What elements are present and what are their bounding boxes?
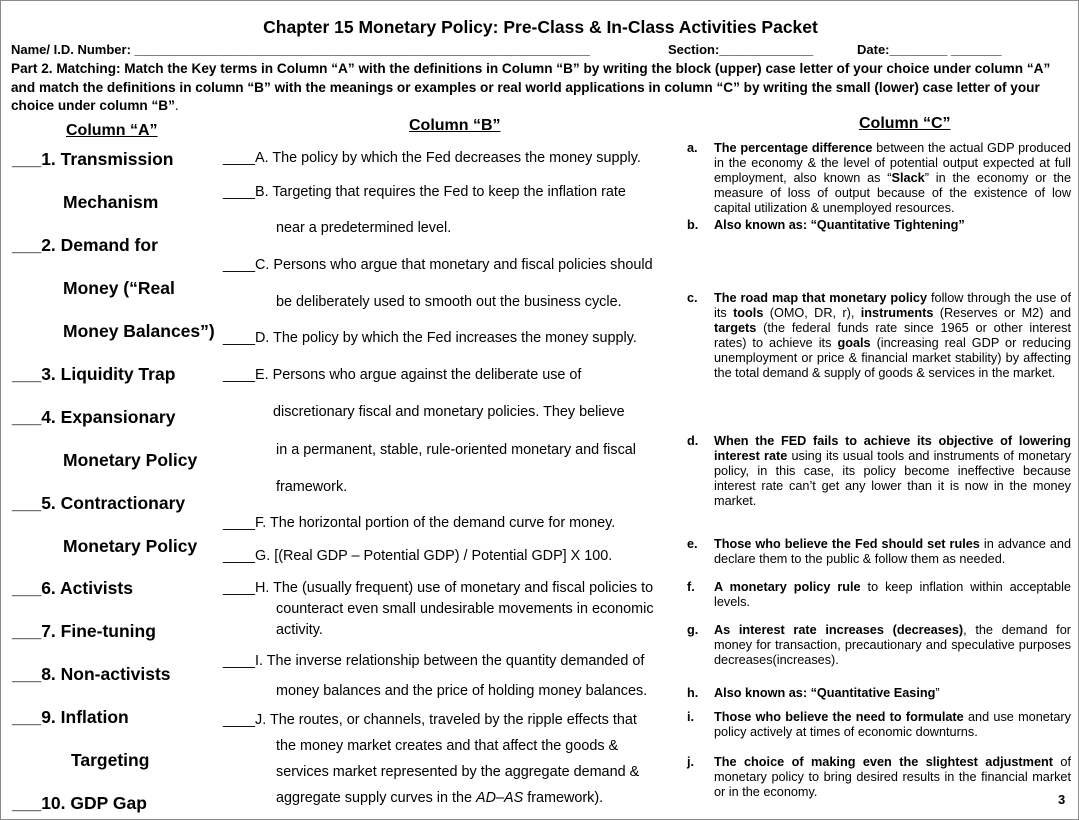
meaning-j[interactable] xyxy=(687,755,1071,800)
meaning-e-letter: e. xyxy=(687,537,698,551)
meaning-c-text-3: (Reserves or M2) and xyxy=(933,306,1071,320)
definition-j-cont-2: services market represented by the aggregate demand & xyxy=(276,764,640,780)
definition-h-cont-2: activity. xyxy=(276,622,323,638)
meaning-c-bold-2: tools xyxy=(733,306,764,320)
meaning-d-bold-1: When the FED fails to achieve its objective of lowering interest rate xyxy=(714,434,1071,463)
meaning-j-bold-1: The choice of making even the slightest adjustment xyxy=(714,755,1053,769)
meaning-h-letter: h. xyxy=(687,686,699,700)
meaning-a[interactable] xyxy=(687,141,1071,216)
meaning-b[interactable] xyxy=(687,218,1071,233)
meaning-a-bold-1: The percentage difference xyxy=(714,141,873,155)
meaning-f[interactable] xyxy=(687,580,1071,610)
meaning-c-bold-5: goals xyxy=(837,336,871,350)
definition-j-ad-as: AD–AS xyxy=(476,790,524,806)
meaning-h-bold-1: Also known as: “Quantitative Easing xyxy=(714,686,936,700)
meaning-f-text-1: to keep inflation within acceptable levels. xyxy=(714,580,1071,609)
definition-e-cont-2: in a permanent, stable, rule-oriented monetary and fiscal xyxy=(276,442,636,458)
definition-f[interactable]: ____F. The horizontal portion of the demand curve for money. xyxy=(223,515,616,531)
meaning-a-letter: a. xyxy=(687,141,698,155)
instructions xyxy=(11,60,1075,116)
column-c-header: Column “C” xyxy=(859,115,951,132)
meaning-c-text-4: (the federal funds rate since 1965 or other interest rates) to achieve its xyxy=(714,321,1071,350)
name-id-field[interactable]: Name/ I.D. Number: _______________________________________________________________ xyxy=(11,42,591,57)
meaning-i[interactable] xyxy=(687,710,1071,740)
meaning-a-text-1: between the actual GDP produced in the economy & the level of potential output expected at full employment, also known as “ xyxy=(714,141,1071,185)
meaning-f-bold-1: A monetary policy rule xyxy=(714,580,861,594)
meaning-a-bold-2: Slack xyxy=(891,171,925,185)
definition-c[interactable]: ____C. Persons who argue that monetary and fiscal policies should xyxy=(223,257,653,273)
meaning-a-text-2: ” in the economy or the measure of loss of output because of the existence of low capital utilization & unemployed resources. xyxy=(714,171,1072,215)
definition-h-cont-1: counteract even small undesirable movements in economic xyxy=(276,601,654,617)
term-2-cont2: Money Balances”) xyxy=(63,321,215,341)
definition-b-cont: near a predetermined level. xyxy=(276,220,452,236)
term-9-inflation[interactable]: ___9. Inflation xyxy=(12,707,129,727)
meaning-c-bold-4: targets xyxy=(714,321,757,335)
term-4-cont: Monetary Policy xyxy=(63,450,198,470)
instructions-end: . xyxy=(174,98,179,113)
meaning-c[interactable] xyxy=(687,291,1071,381)
definition-j-cont-1: the money market creates and that affect the goods & xyxy=(276,738,619,754)
term-4-expansionary[interactable]: ___4. Expansionary xyxy=(12,407,176,427)
term-8-non-activists[interactable]: ___8. Non-activists xyxy=(12,664,171,684)
page-title: Chapter 15 Monetary Policy: Pre-Class & In-Class Activities Packet xyxy=(263,17,818,37)
section-field[interactable]: Section:_____________ xyxy=(668,42,814,57)
meaning-d[interactable] xyxy=(687,434,1071,509)
definition-j-cont-3-text: aggregate supply curves in the xyxy=(276,790,476,806)
definition-b[interactable]: ____B. Targeting that requires the Fed to keep the inflation rate xyxy=(223,184,626,200)
meaning-j-letter: j. xyxy=(687,755,695,769)
term-2-cont: Money (“Real xyxy=(63,278,175,298)
meaning-e-bold-1: Those who believe the Fed should set rules xyxy=(714,537,980,551)
column-a-header: Column “A” xyxy=(66,122,158,139)
date-field[interactable]: Date:________ _______ xyxy=(857,42,1002,57)
meaning-b-letter: b. xyxy=(687,218,699,232)
meaning-c-bold-3: instruments xyxy=(860,306,934,320)
page-number: 3 xyxy=(1058,792,1066,807)
definition-i-cont: money balances and the price of holding money balances. xyxy=(276,683,648,699)
definition-i[interactable]: ____I. The inverse relationship between the quantity demanded of xyxy=(223,653,645,669)
meaning-b-bold-1: Also known as: “Quantitative Tightening” xyxy=(714,218,965,232)
meaning-d-letter: d. xyxy=(687,434,699,448)
definition-j-cont-3-end: framework). xyxy=(523,790,604,806)
definition-a[interactable]: ____A. The policy by which the Fed decreases the money supply. xyxy=(223,150,641,166)
meaning-d-text-1: using its usual tools and instruments of monetary policy, in this case, its policy become ineffective because interest rate can’t get any lower than it is now in the money market. xyxy=(714,449,1071,508)
meaning-c-bold-1: The road map that monetary policy xyxy=(714,291,928,305)
term-2-demand-for-money[interactable]: ___2. Demand for xyxy=(12,235,158,255)
meaning-g-bold-1: As interest rate increases (decreases) xyxy=(714,623,964,637)
term-1-cont: Mechanism xyxy=(63,192,159,212)
meaning-e[interactable] xyxy=(687,537,1071,567)
definition-e-cont-1: discretionary fiscal and monetary policies. They believe xyxy=(273,404,625,420)
meaning-c-text-5: (increasing real GDP or reducing unemployment or price & financial market stability) by affecting the total demand & supply of goods & services in the market. xyxy=(714,336,1071,380)
meaning-e-text-1: in advance and declare them to the public & follow them as needed. xyxy=(714,537,1072,566)
definition-c-cont: be deliberately used to smooth out the business cycle. xyxy=(276,294,622,310)
term-3-liquidity-trap[interactable]: ___3. Liquidity Trap xyxy=(12,364,176,384)
meaning-f-letter: f. xyxy=(687,580,695,594)
term-1-transmission[interactable]: ___1. Transmission xyxy=(12,149,174,169)
term-10-gdp-gap[interactable]: ___10. GDP Gap xyxy=(12,793,147,813)
meaning-i-bold-1: Those who believe the need to formulate xyxy=(714,710,964,724)
instructions-text: Part 2. Matching: Match the Key terms in Column “A” with the definitions in Column “B” by writing the block (upper) case letter of your choice under column “A” and match the definitions in column “B” with the meanings or examples or real world applications in column “C” by writing the small (lower) case letter of your choice under column “B” xyxy=(11,61,1051,113)
meaning-h[interactable] xyxy=(687,686,1071,701)
term-7-fine-tuning[interactable]: ___7. Fine-tuning xyxy=(12,621,156,641)
meaning-j-text-1: of monetary policy to bring desired results in the financial market or in the economy. xyxy=(714,755,1071,799)
definition-g[interactable]: ____G. [(Real GDP – Potential GDP) / Potential GDP] X 100. xyxy=(223,548,613,564)
meaning-i-text-1: and use monetary policy actively at times of economic downturns. xyxy=(714,710,1071,739)
meaning-c-text-2: (OMO, DR, r), xyxy=(763,306,861,320)
meaning-c-text-1: follow through the use of its xyxy=(714,291,1071,320)
definition-d[interactable]: ____D. The policy by which the Fed increases the money supply. xyxy=(223,330,637,346)
meaning-g-text-1: , the demand for money for transaction, precautionary and speculative purposes decreases(increases). xyxy=(714,623,1071,667)
definition-e[interactable]: ____E. Persons who argue against the deliberate use of xyxy=(223,367,582,383)
meaning-h-text-1: ” xyxy=(935,686,940,700)
term-9-cont: Targeting xyxy=(71,750,150,770)
term-6-activists[interactable]: ___6. Activists xyxy=(12,578,133,598)
term-5-cont: Monetary Policy xyxy=(63,536,198,556)
meaning-g-letter: g. xyxy=(687,623,699,637)
definition-j[interactable]: ____J. The routes, or channels, traveled by the ripple effects that xyxy=(223,712,637,728)
term-5-contractionary[interactable]: ___5. Contractionary xyxy=(12,493,186,513)
definition-h[interactable]: ____H. The (usually frequent) use of monetary and fiscal policies to xyxy=(223,580,654,596)
meaning-i-letter: i. xyxy=(687,710,695,724)
meaning-g[interactable] xyxy=(687,623,1071,668)
column-b-header: Column “B” xyxy=(409,117,501,134)
definition-e-cont-3: framework. xyxy=(276,479,348,495)
definition-j-cont-3 xyxy=(276,790,603,806)
meaning-c-letter: c. xyxy=(687,291,698,305)
